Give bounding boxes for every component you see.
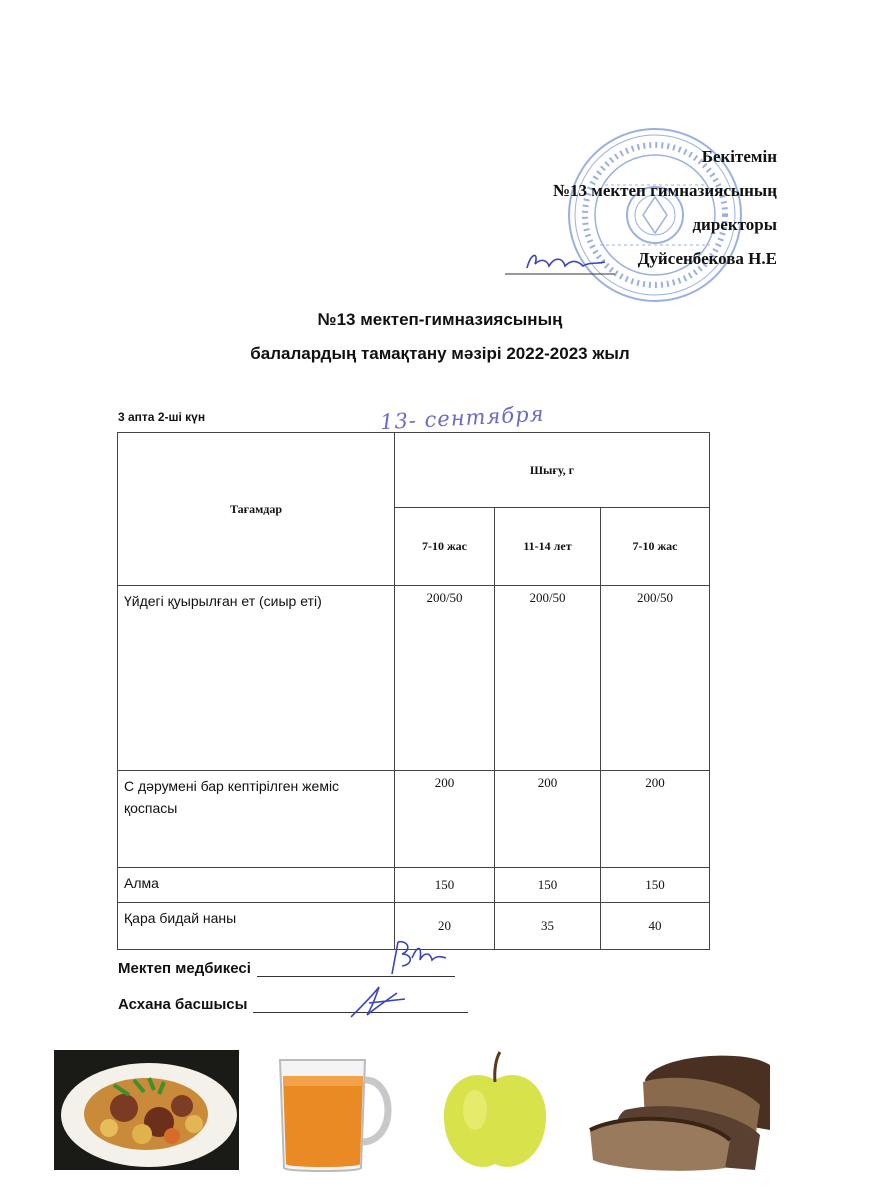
header-age-group: 11-14 лет	[495, 508, 601, 586]
nurse-signature-icon	[378, 938, 448, 978]
yield-value: 200/50	[395, 586, 495, 771]
yield-value: 200/50	[601, 586, 710, 771]
approval-director-name: Дуйсенбекова Н.Е	[637, 249, 777, 268]
week-day-label: 3 апта 2-ші күн	[118, 410, 206, 424]
yield-value: 35	[495, 903, 601, 950]
document-subtitle: балалардың тамақтану мәзірі 2022-2023 жыл	[250, 344, 630, 363]
header-age-group: 7-10 жас	[395, 508, 495, 586]
table-row	[118, 771, 710, 868]
yield-value: 150	[495, 868, 601, 903]
document-title: №13 мектеп-гимназиясының	[317, 310, 563, 329]
director-signature-icon	[505, 248, 615, 278]
menu-table	[117, 432, 710, 950]
header-yield: Шығу, г	[395, 433, 710, 508]
approval-heading: Бекітемін	[701, 147, 777, 166]
dish-name: Қара бидай наны	[118, 903, 395, 950]
yield-value: 150	[395, 868, 495, 903]
dish-name: Үйдегі қуырылған ет (сиыр еті)	[118, 586, 395, 771]
yield-value: 200/50	[495, 586, 601, 771]
apple-photo	[440, 1050, 550, 1175]
table-row	[118, 868, 710, 903]
dish-name: С дәрумені бар кептірілген жеміс қоспасы	[118, 771, 395, 868]
nurse-label: Мектеп медбикесі	[118, 960, 251, 977]
approval-school: №13 мектеп гимназиясының	[552, 181, 777, 200]
yield-value: 200	[495, 771, 601, 868]
cook-signature-line	[118, 996, 468, 1013]
approval-position: директоры	[692, 215, 777, 234]
dish-name: Алма	[118, 868, 395, 903]
roast-meat-photo	[54, 1050, 239, 1170]
yield-value: 40	[601, 903, 710, 950]
header-age-group: 7-10 жас	[601, 508, 710, 586]
header-dishes: Тағамдар	[118, 433, 395, 586]
yield-value: 20	[395, 903, 495, 950]
handwritten-date: 13- сентября	[379, 401, 546, 435]
tea-mug-photo	[275, 1050, 400, 1175]
rye-bread-photo	[585, 1050, 775, 1175]
table-row	[118, 586, 710, 771]
cook-signature-icon	[345, 985, 415, 1020]
cook-label: Асхана басшысы	[118, 996, 248, 1013]
yield-value: 200	[395, 771, 495, 868]
yield-value: 150	[601, 868, 710, 903]
yield-value: 200	[601, 771, 710, 868]
